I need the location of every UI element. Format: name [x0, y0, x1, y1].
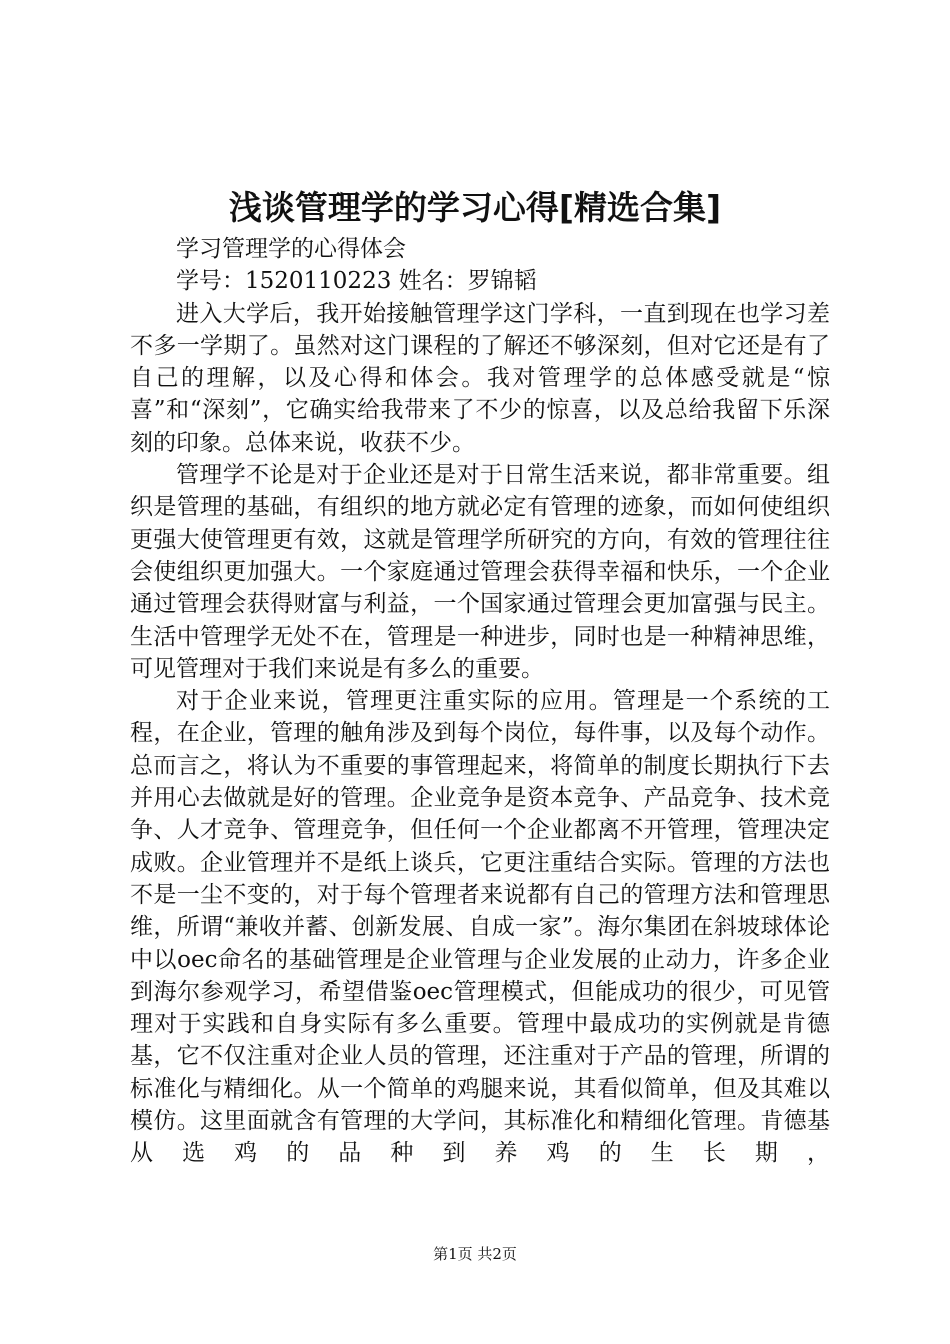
body-paragraph: 对于企业来说，管理更注重实际的应用。管理是一个系统的工程，在企业，管理的触角涉及到每个岗位，每件事，以及每个动作。总而言之，将认为不重要的事管理起来，将简单的制度长期执行下去并用心去做就是好的管理。企业竞争是资本竞争、产品竞争、技术竞争、人才竞争、管理竞争，但任何一个企业都离不开管理，管理决定成败。企业管理并不是纸上谈兵，它更注重结合实际。管理的方法也不是一尘不变的，对于每个管理者来说都有自己的管理方法和管理思维，所谓“兼收并蓄、创新发展、自成一家”。海尔集团在斜坡球体论中以oec命名的基础管理是企业管理与企业发展的止动力，许多企业到海尔参观学习，希望借鉴oec管理模式，但能成功的很少，可见管理对于实践和自身实际有多么重要。管理中最成功的实例就是肯德基，它不仅注重对企业人员的管理，还注重对于产品的管理，所谓的标准化与精细化。从一个简单的鸡腿来说，其看似简单，但及其难以模仿。这里面就含有管理的大学问，其标准化和精细化管理。肯德基从选鸡的品种到养鸡的生长期，	[130, 688, 830, 1167]
student-info-paragraph: 学号：1520110223 姓名：罗锦韬	[176, 268, 537, 295]
document-body	[130, 233, 830, 1170]
body-paragraph: 进入大学后，我开始接触管理学这门学科，一直到现在也学习差不多一学期了。虽然对这门课程的了解还不够深刻，但对它还是有了自己的理解，以及心得和体会。我对管理学的总体感受就是“惊喜”和“深刻”，它确实给我带来了不少的惊喜，以及总给我留下乐深刻的印象。总体来说，收获不少。	[130, 300, 830, 456]
body-paragraph: 管理学不论是对于企业还是对于日常生活来说，都非常重要。组织是管理的基础，有组织的地方就必定有管理的迹象，而如何使组织更强大使管理更有效，这就是管理学所研究的方向，有效的管理往往会使组织更加强大。一个家庭通过管理会获得幸福和快乐，一个企业通过管理会获得财富与利益，一个国家通过管理会更加富强与民主。生活中管理学无处不在，管理是一种进步，同时也是一种精神思维，可见管理对于我们来说是有多么的重要。	[130, 462, 830, 682]
page-footer: 第1页 共2页	[433, 1245, 517, 1263]
document-title: 浅谈管理学的学习心得[精选合集]	[228, 188, 722, 227]
subtitle-paragraph: 学习管理学的心得体会	[176, 236, 406, 262]
